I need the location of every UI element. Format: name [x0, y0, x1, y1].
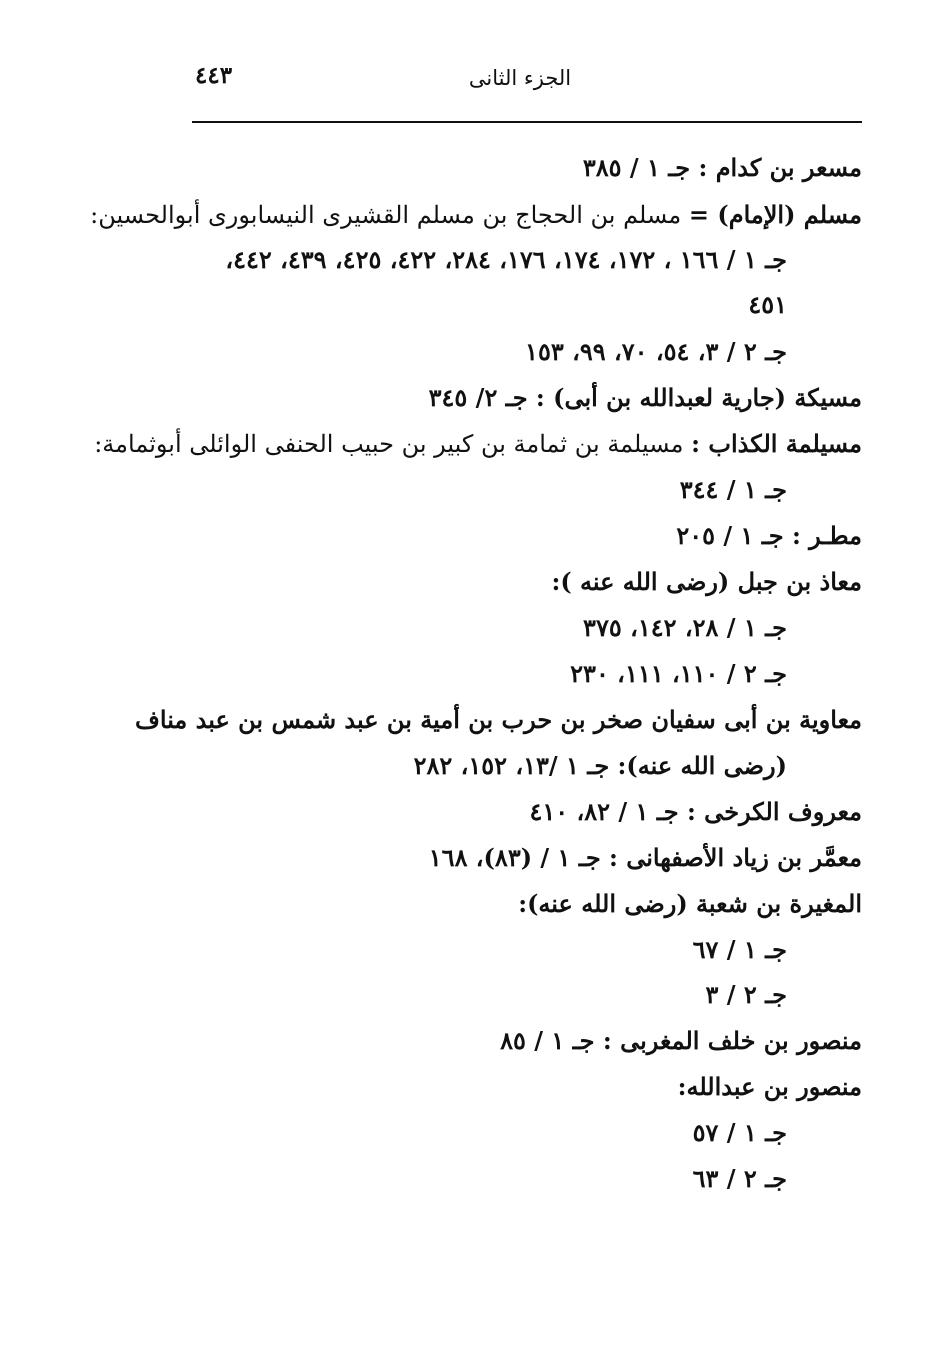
- entry-reference: جـ ١ / ٣٨٥: [582, 153, 699, 182]
- entry-description: مسيلمة بن ثمامة بن كبير بن حبيب الحنفى الوائلى أبوثمامة:: [94, 430, 692, 458]
- index-entry: [429, 383, 862, 413]
- index-entry: [94, 429, 862, 459]
- entry-name: مسعر بن كدام :: [698, 153, 862, 182]
- entry-reference: جـ ١ / (٨٣)، ١٦٨: [428, 843, 610, 872]
- entry-name: مسلم (الإمام) =: [688, 200, 862, 229]
- entry-name: (رضى الله عنه):: [617, 751, 787, 780]
- page-number: ٤٤٣: [195, 62, 233, 89]
- entry-reference: جـ ١ / ٨٢، ٤١٠: [529, 797, 687, 826]
- index-entry: [90, 200, 862, 230]
- entry-name: معمَّر بن زياد الأصفهانى :: [609, 843, 862, 872]
- entry-reference: جـ ١ /١٣، ١٥٢، ٢٨٢: [413, 751, 618, 780]
- index-reference: ٤٥١: [748, 290, 787, 319]
- entry-name: منصور بن عبدالله:: [677, 1072, 862, 1101]
- entry-reference: جـ ٢/ ٣٤٥: [428, 383, 536, 412]
- index-entry: [135, 705, 862, 735]
- index-entry: [500, 1026, 862, 1056]
- index-entry: [551, 567, 862, 597]
- entry-name: مسيلمة الكذاب :: [691, 429, 862, 458]
- index-reference: جـ ١ / ٣٤٤: [679, 475, 787, 504]
- entry-name: مسيكة (جارية لعبدالله بن أبى) :: [535, 383, 862, 412]
- index-reference: جـ ١ / ٢٨، ١٤٢، ٣٧٥: [583, 613, 787, 642]
- entry-reference: جـ ١ / ٢٠٥: [676, 521, 792, 550]
- entry-name: معروف الكرخى :: [686, 797, 862, 826]
- index-entry: [583, 153, 862, 183]
- index-entry: [529, 797, 862, 827]
- index-reference: جـ ٢ / ٣: [705, 980, 787, 1009]
- index-entry: [678, 1072, 862, 1102]
- header-divider: [192, 121, 862, 123]
- entry-name: منصور بن خلف المغربى :: [602, 1026, 862, 1055]
- index-entry: [676, 521, 862, 551]
- index-reference: جـ ٢ / ١١٠، ١١١، ٢٣٠: [570, 659, 787, 688]
- index-reference: جـ ١ / ١٦٦ ، ١٧٢، ١٧٤، ١٧٦، ٢٨٤، ٤٢٢، ٤٢٥، ٤٣٩، ٤٤٢،: [225, 245, 787, 274]
- index-entry: [429, 843, 862, 873]
- entry-name: مطـر :: [791, 521, 862, 550]
- index-reference: جـ ١ / ٥٧: [692, 1118, 787, 1147]
- index-entry: [518, 889, 862, 919]
- index-reference: جـ ٢ / ٣، ٥٤، ٧٠، ٩٩، ١٥٣: [525, 337, 787, 366]
- running-header-title: الجزء الثانى: [468, 66, 572, 90]
- index-entry-continuation: [414, 751, 787, 781]
- entry-name: معاذ بن جبل (رضى الله عنه ):: [551, 567, 862, 596]
- index-reference: جـ ٢ / ٦٣: [692, 1164, 787, 1193]
- index-reference: جـ ١ / ٦٧: [692, 935, 787, 964]
- entry-reference: جـ ١ / ٨٥: [500, 1026, 603, 1055]
- entry-name: معاوية بن أبى سفيان صخر بن حرب بن أمية بن عبد شمس بن عبد مناف: [135, 705, 862, 734]
- entry-description: مسلم بن الحجاج بن مسلم القشيرى النيسابورى أبوالحسين:: [90, 201, 689, 229]
- entry-name: المغيرة بن شعبة (رضى الله عنه):: [518, 889, 862, 918]
